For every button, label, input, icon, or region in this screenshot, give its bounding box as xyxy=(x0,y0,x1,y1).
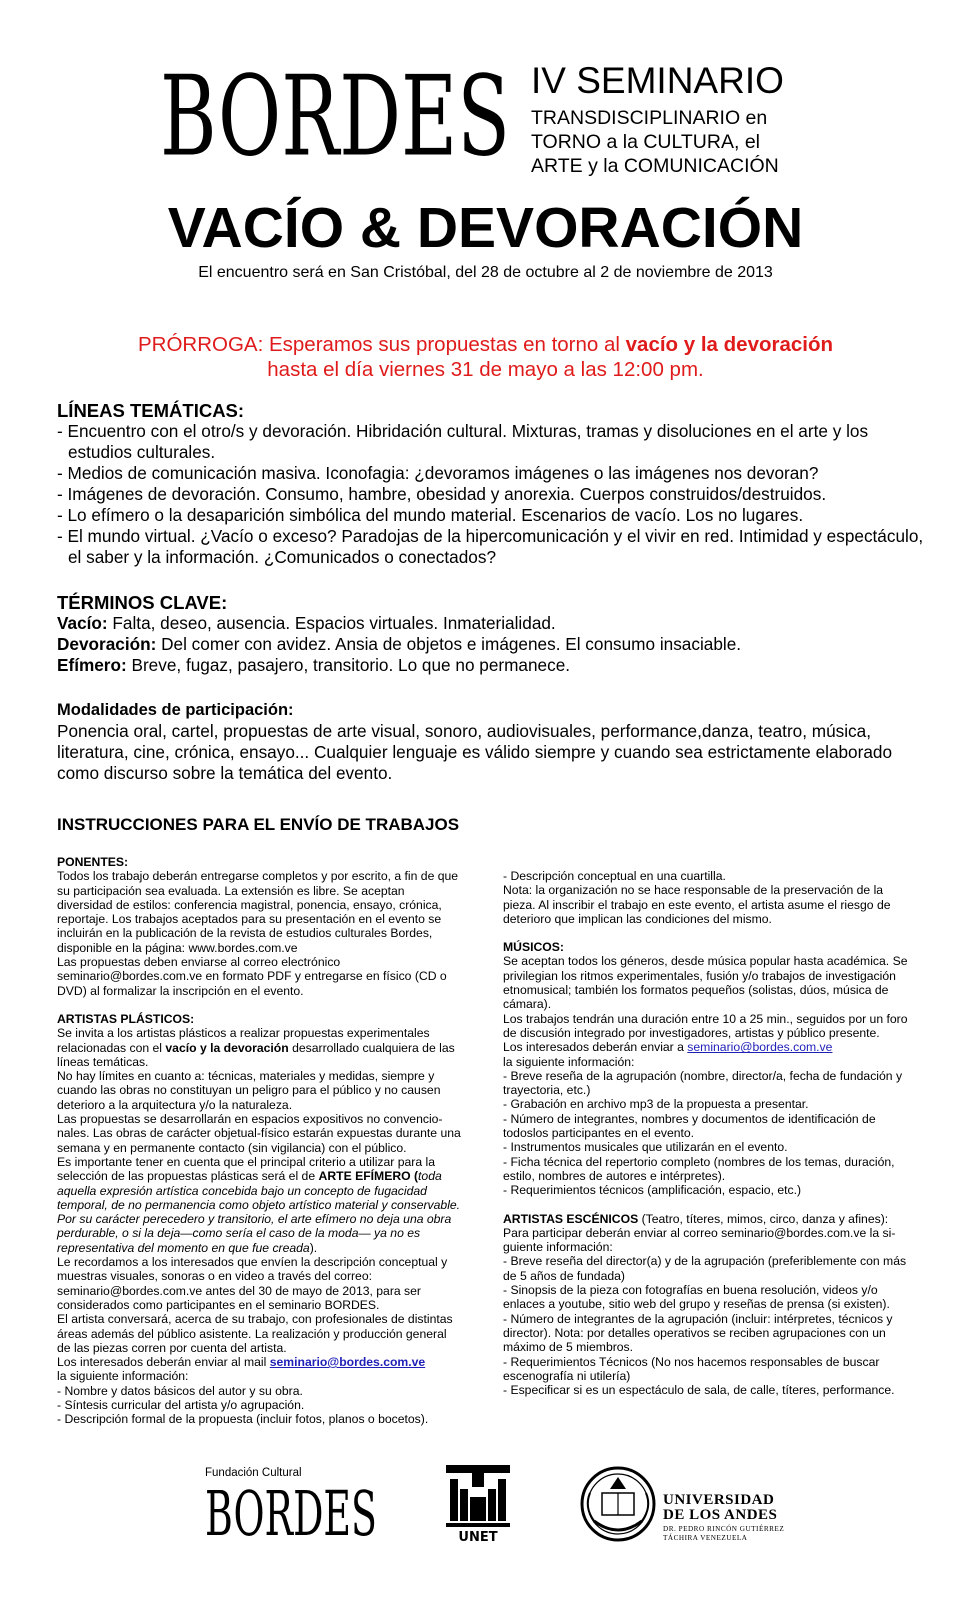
term-label: Devoración: xyxy=(57,634,157,654)
list-item: - Instrumentos musicales que utilizarán en el evento. xyxy=(503,1140,788,1155)
plasticos-p5: Le recordamos a los interesados que envíen la descripción conceptual y muestras visuales, sonoras o en video a través del correo: seminario@bordes.com.ve antes del 30 de mayo de 2013, para ser considerados como participantes en el seminario BORDES. xyxy=(57,1255,448,1312)
escenicos-heading: ARTISTAS ESCÉNICOS xyxy=(503,1211,639,1226)
right-column xyxy=(503,869,918,1397)
list-item: - Sinopsis de la pieza con fotografías en buena resolución, videos y/o enlaces a youtube, sitio web del grupo y reseñas de prensa (si existen). xyxy=(503,1283,890,1312)
nota-text: Nota: la organización no se hace responsable de la preservación de la pieza. Al inscribir el trabajo en este evento, el artista asume el riesgo de deterioro que implican las condiciones del mismo. xyxy=(503,883,891,926)
escenicos-p1: Para participar deberán enviar al correo seminario@bordes.com.ve la si-guiente información: xyxy=(503,1225,896,1255)
term-definition: Del comer con avidez. Ansia de objetos e imágenes. El consumo insaciable. xyxy=(156,634,742,654)
term-label: Efímero: xyxy=(57,655,127,675)
term-definition: Falta, deseo, ausencia. Espacios virtuales. Inmaterialidad. xyxy=(107,613,556,633)
list-item: - Encuentro con el otro/s y devoración. Hibridación cultural. Mixturas, tramas y disoluciones en el arte y los estudios culturales. xyxy=(57,421,869,462)
email-link[interactable]: seminario@bordes.com.ve xyxy=(269,1355,426,1370)
list-item: - Breve reseña del director(a) y de la agrupación (preferiblemente con más de 5 años de fundada) xyxy=(503,1254,907,1283)
ula-sub-line1: DR. PEDRO RINCÓN GUTIÉRREZ xyxy=(663,1525,785,1533)
plasticos-p3: Las propuestas se desarrollarán en espacios expositivos no convencio-nales. Las obras de carácter objetual-físico estarán expuestas durante una semana y en permanente contacto (sin vigilancia) con el público. xyxy=(57,1112,461,1155)
plasticos-heading: ARTISTAS PLÁSTICOS: xyxy=(57,1011,195,1026)
ponentes-text: Todos los trabajo deberán entregarse completos y por escrito, a fin de que su participación sea evaluada. La extensión es libre. Se aceptan diversidad de estilos: conferencia magistral, ponencia, ensayo, crónica, reportaje. Los trabajos aceptados para su presentación en el evento se incluirán en la publicación de la revista de estudios culturales Bordes, disponible en la página: www.bordes.com.ve xyxy=(57,869,459,955)
extension-notice xyxy=(60,332,911,382)
plasticos-p4: Es importante tener en cuenta que el principal criterio a utilizar para la selección de las propuestas plásticas será el de ARTE EFÍMERO (toda aquella expresión artística concebida bajo un concepto de fugacidad temporal, de no permanencia como objeto artístico material y conservable. Por su carácter perecedero y transitorio, el arte efímero no deja una obra perdurable, o si la deja—como sería el caso de la moda— ya no es representativa del momento en que fue creada). xyxy=(57,1154,461,1255)
extension-highlight: vacío y la devoración xyxy=(625,333,834,356)
unet-logo xyxy=(444,1465,512,1543)
plasticos-p2: No hay límites en cuanto a: técnicas, materiales y medidas, siempre y cuando las obras no constituyan un peligro para el público y no causen deterioro a la arquitectura y/o la naturaleza. xyxy=(57,1069,441,1112)
ponentes-text-2: Las propuestas deben enviarse al correo electrónico seminario@bordes.com.ve en formato PDF y entregarse en físico (CD o DVD) al formalizar la inscripción en el evento. xyxy=(57,955,447,998)
terminos-heading: TÉRMINOS CLAVE: xyxy=(57,592,228,613)
musicos-p3: Los interesados deberán enviar a seminario@bordes.com.ve xyxy=(503,1040,833,1055)
email-link[interactable]: seminario@bordes.com.ve xyxy=(687,1040,833,1055)
instrucciones-heading: INSTRUCCIONES PARA EL ENVÍO DE TRABAJOS xyxy=(57,815,460,834)
plasticos-p6: El artista conversará, acerca de su trabajo, con profesionales de distintas áreas además del público asistente. La realización y producción general de las piezas corren por cuenta del artista. xyxy=(57,1312,453,1355)
list-item: - Ficha técnica del repertorio completo (nombres de los temas, duración, estilo, nombres de autores e intérpretes). xyxy=(503,1154,895,1183)
modalidades-text: Ponencia oral, cartel, propuestas de arte visual, sonoro, audiovisuales, performance,danza, teatro, música, literatura, cine, crónica, ensayo... Cualquier lenguaje es válido siempre y cuando sea estrictamente elaborado como discurso sobre la temática del evento. xyxy=(57,721,893,783)
list-item: - El mundo virtual. ¿Vacío o exceso? Paradojas de la hipercomunicación y el vivir en red. Intimidad y espectáculo, el saber y la información. ¿Comunicados o conectados? xyxy=(57,526,924,567)
ula-seal-logo xyxy=(580,1463,656,1545)
svg-text:BORDES: BORDES xyxy=(160,70,510,178)
list-item: - Requerimientos técnicos (amplificación, espacio, etc.) xyxy=(503,1183,802,1198)
seminario-title: IV SEMINARIO xyxy=(531,60,784,101)
musicos-p4: la siguiente información: xyxy=(503,1054,635,1069)
list-item: - Lo efímero o la desaparición simbólica del mundo material. Escenarios de vacío. Los no lugares. xyxy=(57,505,804,525)
svg-text:BORDES: BORDES xyxy=(205,1483,377,1541)
term-efimero xyxy=(57,655,927,676)
terminos-clave xyxy=(57,592,927,676)
ula-sub-line2: TÁCHIRA VENEZUELA xyxy=(663,1533,748,1542)
musicos-heading: MÚSICOS: xyxy=(503,940,564,955)
ula-subtitle xyxy=(663,1525,784,1542)
escenicos-heading-line: ARTISTAS ESCÉNICOS (Teatro, títeres, mimos, circo, danza y afines): xyxy=(503,1211,889,1226)
term-vacio xyxy=(57,613,927,634)
plasticos-p8: la siguiente información: xyxy=(57,1369,189,1384)
lineas-heading: LÍNEAS TEMÁTICAS: xyxy=(57,400,245,421)
seminario-subtitle: TRANSDISCIPLINARIO en TORNO a la CULTURA, el ARTE y la COMUNICACIÓN xyxy=(531,107,779,177)
left-column xyxy=(57,855,462,1427)
ponentes-heading: PONENTES: xyxy=(57,855,129,869)
list-item: - Nombre y datos básicos del autor y su obra. xyxy=(57,1383,303,1398)
list-item: - Especificar si es un espectáculo de sala, de calle, títeres, performance. xyxy=(503,1383,895,1398)
list-item: - Síntesis curricular del artista y/o agrupación. xyxy=(57,1397,305,1412)
list-item: - Descripción formal de la propuesta (incluir fotos, planos o bocetos). xyxy=(57,1412,429,1427)
list-item: - Descripción conceptual en una cuartilla. xyxy=(503,869,726,883)
modalidades-heading: Modalidades de participación: xyxy=(57,701,294,719)
ula-name xyxy=(663,1493,777,1523)
ula-name-line1: UNIVERSIDAD xyxy=(663,1492,775,1508)
lineas-list xyxy=(57,421,927,568)
modalidades xyxy=(57,700,927,784)
musicos-p1: Se aceptan todos los géneros, desde música popular hasta académica. Se privilegian los ritmos experimentales, fusión y/o trabajos de investigación etnomusical; también los formatos pequeños (solistas, dúos, música de cámara). xyxy=(503,954,908,1012)
term-definition: Breve, fugaz, pasajero, transitorio. Lo que no permanece. xyxy=(126,655,571,675)
bordes-logo xyxy=(160,70,510,178)
musicos-p2: Los trabajos tendrán una duración entre 10 a 25 min., seguidos por un foro de discusión integrado por investigadores, artistas y público presente. xyxy=(503,1011,908,1040)
extension-line2: hasta el día viernes 31 de mayo a las 12:00 pm. xyxy=(267,358,704,381)
ula-name-line2: DE LOS ANDES xyxy=(663,1507,778,1523)
plasticos-p1: Se invita a los artistas plásticos a realizar propuestas experimentales relacionadas con el vacío y la devoración desarrollado cualquiera de las líneas temáticas. xyxy=(57,1026,455,1069)
list-item: - Imágenes de devoración. Consumo, hambre, obesidad y anorexia. Cuerpos construidos/destruidos. xyxy=(57,484,827,504)
fundacion-bordes-logo xyxy=(205,1483,380,1541)
list-item: - Número de integrantes, nombres y documentos de identificación de todoslos participantes en el evento. xyxy=(503,1111,876,1141)
list-item: - Breve reseña de la agrupación (nombre, director/a, fecha de fundación y trayectoria, etc.) xyxy=(503,1068,903,1098)
main-title: VACÍO & DEVORACIÓN xyxy=(167,196,804,260)
term-label: Vacío: xyxy=(57,613,108,633)
list-item: - Número de integrantes de la agrupación (incluir: intérpretes, técnicos y director). Nota: por detalles operativos se reciben agrupaciones con un máximo de 5 miembros. xyxy=(503,1311,893,1355)
list-item: - Requerimientos Técnicos (No nos hacemos responsables de buscar escenografía ni utilería) xyxy=(503,1354,880,1383)
extension-line1: PRÓRROGA: Esperamos sus propuestas en torno al xyxy=(137,333,626,356)
fundacion-label: Fundación Cultural xyxy=(205,1467,302,1479)
list-item: - Grabación en archivo mp3 de la propuesta a presentar. xyxy=(503,1097,809,1112)
term-devoracion xyxy=(57,634,927,655)
event-dates: El encuentro será en San Cristóbal, del 28 de octubre al 2 de noviembre de 2013 xyxy=(198,264,773,281)
unet-text: UNET xyxy=(458,1530,498,1543)
lineas-tematicas xyxy=(57,400,927,568)
plasticos-p7: Los interesados deberán enviar al mail seminario@bordes.com.ve xyxy=(57,1355,426,1370)
list-item: - Medios de comunicación masiva. Iconofagia: ¿devoramos imágenes o las imágenes nos devoran? xyxy=(57,463,819,483)
